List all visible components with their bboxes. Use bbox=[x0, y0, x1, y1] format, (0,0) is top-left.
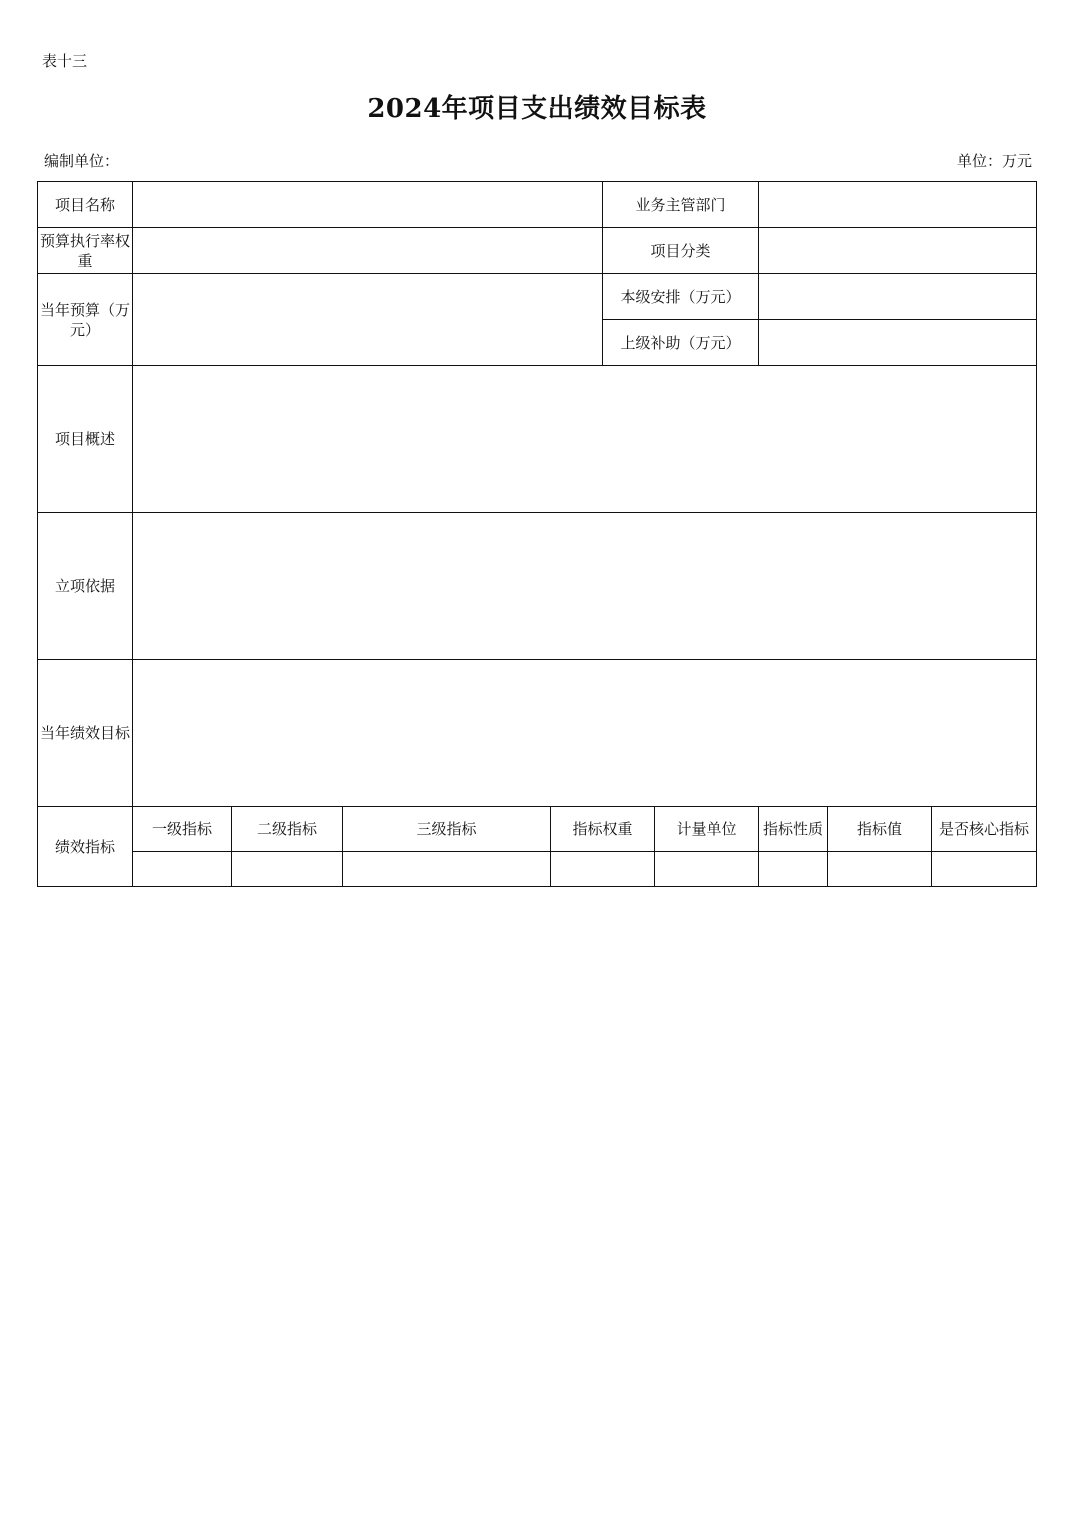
goal-label: 当年绩效目标 bbox=[38, 660, 133, 807]
basis-label: 立项依据 bbox=[38, 513, 133, 660]
header-value: 指标值 bbox=[828, 807, 932, 852]
header-level2: 二级指标 bbox=[232, 807, 343, 852]
overview-label: 项目概述 bbox=[38, 366, 133, 513]
basis-value[interactable] bbox=[133, 513, 1037, 660]
exec-weight-value[interactable] bbox=[133, 228, 603, 274]
cell-value[interactable] bbox=[828, 852, 932, 887]
header-weight: 指标权重 bbox=[551, 807, 655, 852]
cell-core[interactable] bbox=[932, 852, 1037, 887]
header-core: 是否核心指标 bbox=[932, 807, 1037, 852]
cell-nature[interactable] bbox=[759, 852, 828, 887]
budget-label: 当年预算（万元） bbox=[38, 274, 133, 366]
header-nature: 指标性质 bbox=[759, 807, 828, 852]
cell-unit[interactable] bbox=[655, 852, 759, 887]
document-label: 表十三 bbox=[42, 52, 88, 70]
project-name-label: 项目名称 bbox=[38, 182, 133, 228]
upper-subsidy-label: 上级补助（万元） bbox=[603, 320, 759, 366]
project-name-value[interactable] bbox=[133, 182, 603, 228]
budget-value[interactable] bbox=[133, 274, 603, 366]
header-level3: 三级指标 bbox=[343, 807, 551, 852]
goal-value[interactable] bbox=[133, 660, 1037, 807]
indicators-label: 绩效指标 bbox=[38, 807, 133, 887]
upper-subsidy-value[interactable] bbox=[759, 320, 1037, 366]
category-label: 项目分类 bbox=[603, 228, 759, 274]
cell-level3[interactable] bbox=[343, 852, 551, 887]
overview-value[interactable] bbox=[133, 366, 1037, 513]
header-level1: 一级指标 bbox=[133, 807, 232, 852]
document-title: 2024年项目支出绩效目标表 bbox=[367, 94, 707, 124]
unit-label: 单位：万元 bbox=[956, 152, 1032, 170]
dept-value[interactable] bbox=[759, 182, 1037, 228]
dept-label: 业务主管部门 bbox=[603, 182, 759, 228]
header-unit: 计量单位 bbox=[655, 807, 759, 852]
local-funding-label: 本级安排（万元） bbox=[603, 274, 759, 320]
cell-weight[interactable] bbox=[551, 852, 655, 887]
category-value[interactable] bbox=[759, 228, 1037, 274]
cell-level1[interactable] bbox=[133, 852, 232, 887]
exec-weight-label: 预算执行率权重 bbox=[38, 228, 133, 274]
org-label: 编制单位： bbox=[44, 152, 120, 170]
local-funding-value[interactable] bbox=[759, 274, 1037, 320]
performance-target-table bbox=[37, 181, 1037, 887]
cell-level2[interactable] bbox=[232, 852, 343, 887]
